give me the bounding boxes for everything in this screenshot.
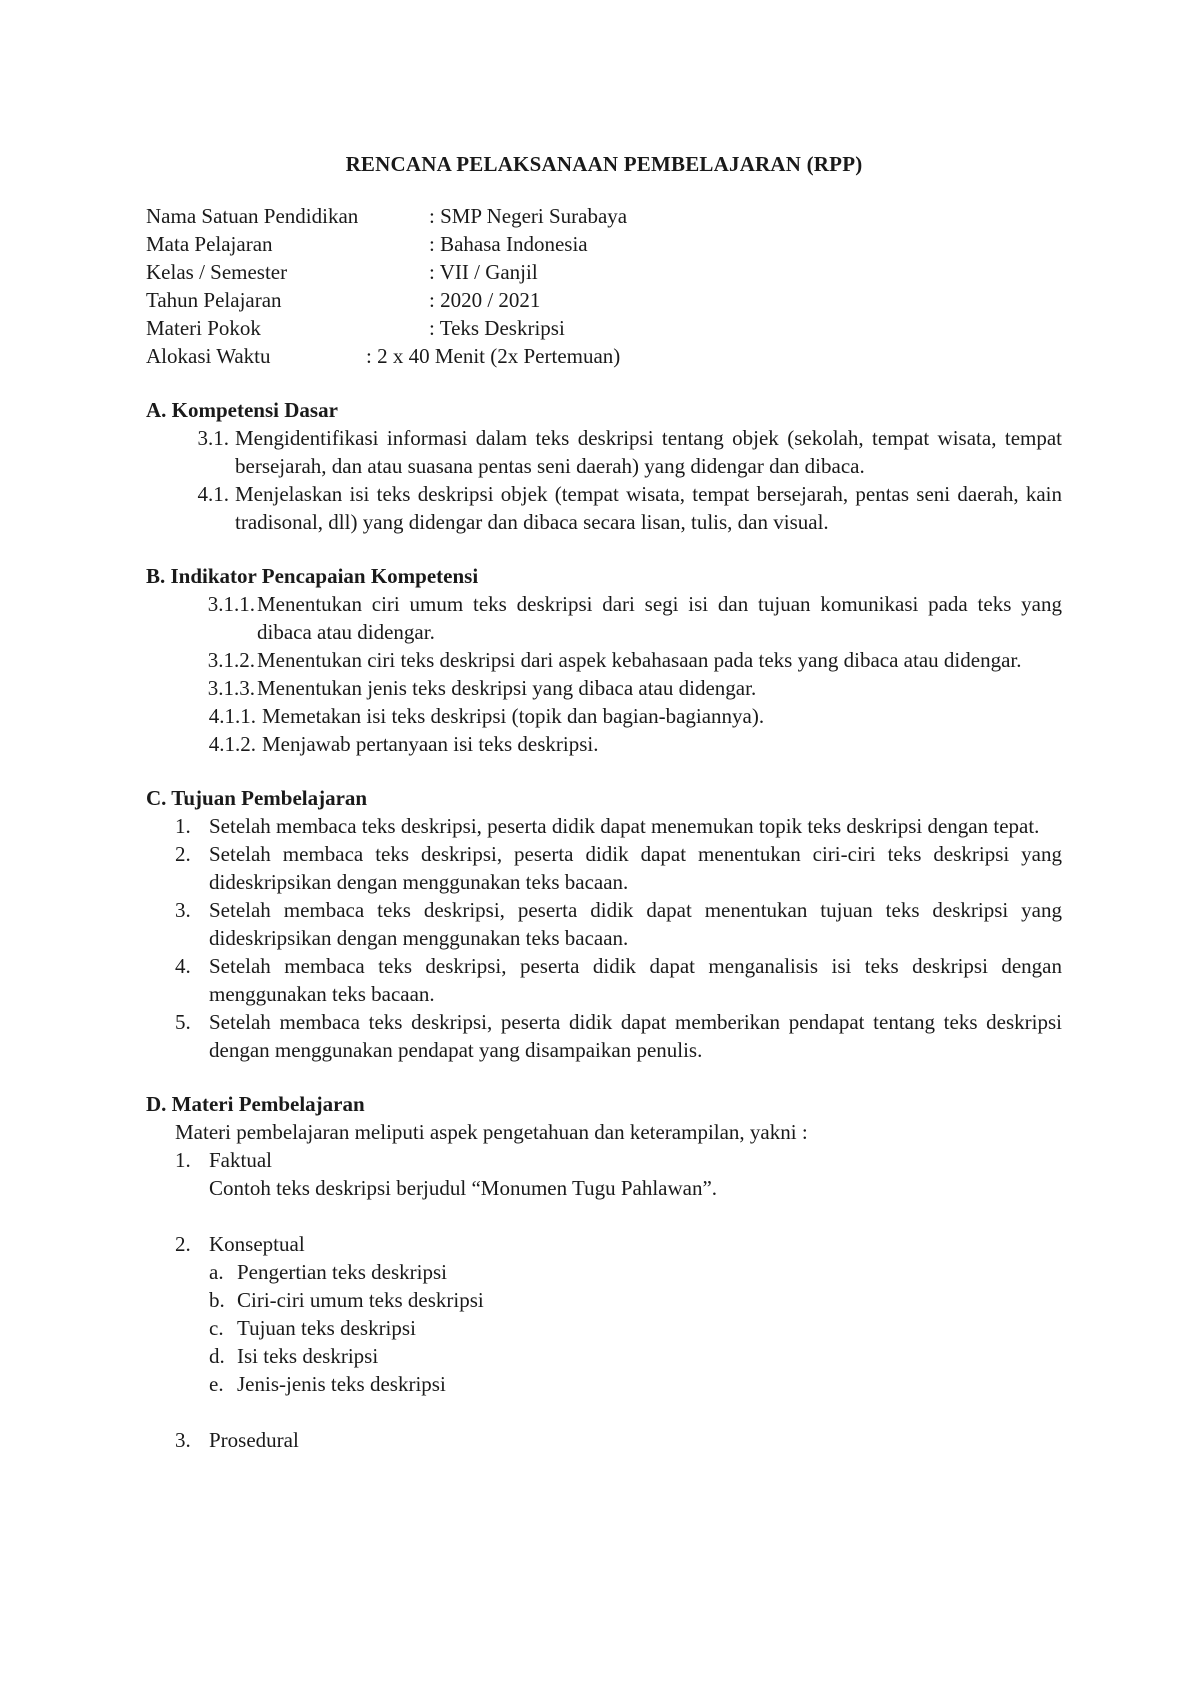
item-number: 5. bbox=[175, 1010, 191, 1034]
sub-item-letter: c. bbox=[209, 1316, 224, 1340]
list-item bbox=[146, 646, 1062, 674]
list-item bbox=[146, 1230, 1062, 1258]
item-text: Setelah membaca teks deskripsi, peserta didik dapat menemukan topik teks deskripsi dengan tepat. bbox=[209, 814, 1040, 838]
item-text: Setelah membaca teks deskripsi, peserta didik dapat menganalisis isi teks deskripsi dengan menggunakan teks bacaan. bbox=[209, 954, 1062, 1006]
item-text: Setelah membaca teks deskripsi, peserta didik dapat memberikan pendapat tentang teks deskripsi dengan menggunakan pendapat yang disampaikan penulis. bbox=[209, 1010, 1062, 1062]
list-item bbox=[146, 424, 1062, 480]
item-text: Setelah membaca teks deskripsi, peserta didik dapat menentukan ciri-ciri teks deskripsi yang dideskripsikan dengan menggunakan teks bacaan. bbox=[209, 842, 1062, 894]
item-number: 1. bbox=[175, 1148, 191, 1172]
list-item bbox=[146, 1146, 1062, 1174]
identity-row bbox=[146, 314, 1062, 342]
faktual-description: Contoh teks deskripsi berjudul “Monumen Tugu Pahlawan”. bbox=[209, 1176, 718, 1200]
list-item bbox=[146, 702, 1062, 730]
item-text: Memetakan isi teks deskripsi (topik dan bagian-bagiannya). bbox=[262, 704, 765, 728]
sub-list-item bbox=[209, 1342, 1062, 1370]
sub-item-text: Pengertian teks deskripsi bbox=[237, 1260, 447, 1284]
item-text: Menentukan jenis teks deskripsi yang dibaca atau didengar. bbox=[257, 676, 757, 700]
item-number: 3.1.2. bbox=[207, 648, 255, 672]
identity-value: : 2 x 40 Menit (2x Pertemuan) bbox=[366, 344, 621, 368]
identity-label: Materi Pokok bbox=[146, 316, 261, 340]
identity-label: Nama Satuan Pendidikan bbox=[146, 204, 359, 228]
item-number: 1. bbox=[175, 814, 191, 838]
spacer bbox=[146, 1202, 1062, 1230]
identity-label: Kelas / Semester bbox=[146, 260, 288, 284]
item-number: 3.1. bbox=[197, 426, 229, 450]
identity-row bbox=[146, 230, 1062, 258]
sub-item-text: Jenis-jenis teks deskripsi bbox=[237, 1372, 446, 1396]
list-item bbox=[146, 952, 1062, 1008]
sub-item-text: Tujuan teks deskripsi bbox=[237, 1316, 416, 1340]
item-number: 4.1.1. bbox=[208, 704, 256, 728]
section-d-intro: Materi pembelajaran meliputi aspek pengetahuan dan keterampilan, yakni : bbox=[175, 1120, 808, 1144]
section-b-heading: B. Indikator Pencapaian Kompetensi bbox=[146, 564, 479, 588]
identity-row bbox=[146, 202, 1062, 230]
sub-item-letter: a. bbox=[209, 1260, 224, 1284]
identity-value: : Teks Deskripsi bbox=[429, 316, 565, 340]
item-text: Prosedural bbox=[209, 1428, 299, 1452]
sub-list-item bbox=[209, 1258, 1062, 1286]
item-number: 3.1.3. bbox=[207, 676, 255, 700]
identity-value: : SMP Negeri Surabaya bbox=[429, 204, 628, 228]
list-item bbox=[146, 590, 1062, 646]
list-item bbox=[146, 1008, 1062, 1064]
item-number: 3. bbox=[175, 1428, 191, 1452]
item-number: 4. bbox=[175, 954, 191, 978]
section-d-heading: D. Materi Pembelajaran bbox=[146, 1092, 365, 1116]
sub-item-text: Ciri-ciri umum teks deskripsi bbox=[237, 1288, 484, 1312]
item-number: 4.1. bbox=[197, 482, 229, 506]
sub-list-item bbox=[209, 1370, 1062, 1398]
item-text: Menentukan ciri umum teks deskripsi dari segi isi dan tujuan komunikasi pada teks yang dibaca atau didengar. bbox=[257, 592, 1062, 644]
document-title: RENCANA PELAKSANAAN PEMBELAJARAN (RPP) bbox=[345, 152, 863, 176]
item-text: Menjelaskan isi teks deskripsi objek (tempat wisata, tempat bersejarah, pentas seni daerah, kain tradisonal, dll) yang didengar dan dibaca secara lisan, tulis, dan visual. bbox=[235, 482, 1062, 534]
sub-item-text: Isi teks deskripsi bbox=[237, 1344, 379, 1368]
item-number: 3. bbox=[175, 898, 191, 922]
list-item bbox=[146, 1426, 1062, 1454]
sub-item-letter: b. bbox=[209, 1288, 225, 1312]
identity-label: Mata Pelajaran bbox=[146, 232, 273, 256]
identity-label: Tahun Pelajaran bbox=[146, 288, 282, 312]
identity-value: : VII / Ganjil bbox=[429, 260, 538, 284]
sub-item-letter: d. bbox=[209, 1344, 225, 1368]
list-item bbox=[146, 896, 1062, 952]
item-text: Faktual bbox=[209, 1148, 272, 1172]
identity-label: Alokasi Waktu bbox=[146, 344, 271, 368]
identity-row bbox=[146, 286, 1062, 314]
identity-block bbox=[146, 202, 1062, 370]
list-item bbox=[146, 812, 1062, 840]
item-text: Menjawab pertanyaan isi teks deskripsi. bbox=[262, 732, 599, 756]
identity-value: : 2020 / 2021 bbox=[429, 288, 541, 312]
list-item bbox=[146, 730, 1062, 758]
section-a-heading: A. Kompetensi Dasar bbox=[146, 398, 338, 422]
identity-row bbox=[146, 258, 1062, 286]
list-item bbox=[146, 480, 1062, 536]
list-item bbox=[146, 840, 1062, 896]
document-page bbox=[146, 150, 1062, 1454]
item-text: Mengidentifikasi informasi dalam teks deskripsi tentang objek (sekolah, tempat wisata, tempat bersejarah, dan atau suasana pentas seni daerah) yang didengar dan dibaca. bbox=[235, 426, 1062, 478]
identity-row bbox=[146, 342, 1062, 370]
sub-list-item bbox=[209, 1286, 1062, 1314]
item-text: Setelah membaca teks deskripsi, peserta didik dapat menentukan tujuan teks deskripsi yang dideskripsikan dengan menggunakan teks bacaan. bbox=[209, 898, 1062, 950]
list-item bbox=[146, 674, 1062, 702]
identity-value: : Bahasa Indonesia bbox=[429, 232, 588, 256]
item-number: 2. bbox=[175, 1232, 191, 1256]
item-number: 2. bbox=[175, 842, 191, 866]
item-text: Konseptual bbox=[209, 1232, 305, 1256]
spacer bbox=[146, 1398, 1062, 1426]
item-text: Menentukan ciri teks deskripsi dari aspek kebahasaan pada teks yang dibaca atau didengar. bbox=[257, 648, 1022, 672]
sub-item-letter: e. bbox=[209, 1372, 224, 1396]
item-number: 3.1.1. bbox=[207, 592, 255, 616]
section-c-heading: C. Tujuan Pembelajaran bbox=[146, 786, 368, 810]
item-number: 4.1.2. bbox=[208, 732, 256, 756]
sub-list-item bbox=[209, 1314, 1062, 1342]
